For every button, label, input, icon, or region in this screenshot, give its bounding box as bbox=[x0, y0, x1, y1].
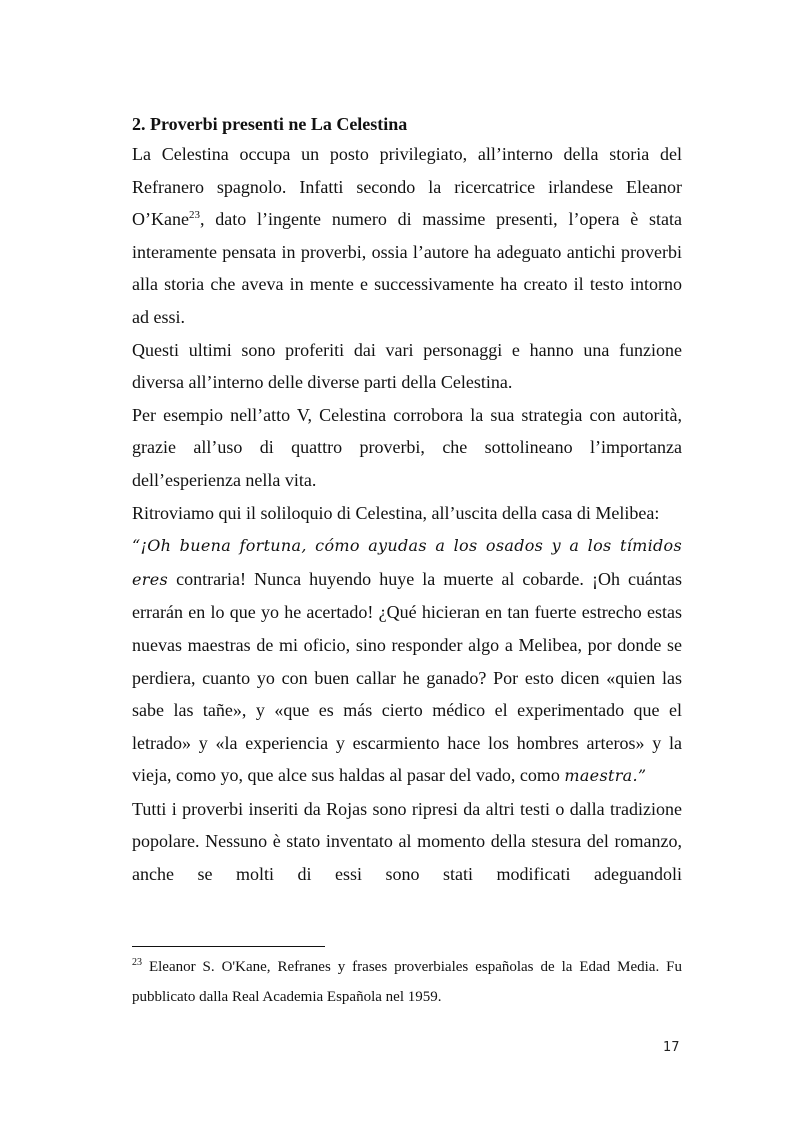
quotation-body: contraria! Nunca huyendo huye la muerte al cobarde. ¡Oh cuántas errarán en lo que yo he acertado! ¿Qué hicieran en tan fuerte estrecho estas nuevas maestras de mi oficio, sino responder algo a Melibea, por donde se perdiera, cuanto yo con buen callar he ganado? Por esto dicen «quien las sabe las tañe», y «que es más cierto médico el experimentado que el letrado» y «la experiencia y escarmiento hace los hombres arteros» y la vieja, como yo, que alce sus haldas al pasar del vado, como bbox=[132, 568, 683, 786]
paragraph-1-text-a: La Celestina occupa un posto privilegiato, all’interno della storia del Refranero spagnolo. Infatti secondo la ricercatrice irlandese Eleanor O’Kane bbox=[132, 144, 682, 230]
quotation-italic-opening: “¡Oh buena fortuna, cómo ayudas a los osados y a los tímidos eres bbox=[132, 536, 682, 589]
footnote-text: Eleanor S. O'Kane, Refranes y frases proverbiales españolas de la Edad Media. Fu pubblicato dalla Real Academia Española nel 1959. bbox=[132, 959, 682, 1005]
footnote-separator bbox=[132, 946, 325, 947]
paragraph-2: Questi ultimi sono proferiti dai vari personaggi e hanno una funzione diversa all’interno delle diverse parti della Celestina. bbox=[132, 339, 682, 393]
paragraph-1 bbox=[132, 138, 682, 334]
quotation-block bbox=[132, 529, 682, 793]
footnote-marker: 23 bbox=[132, 957, 142, 968]
footnote-reference: 23 bbox=[188, 209, 200, 222]
paragraph-4: Ritroviamo qui il soliloquio di Celestina, all’uscita della casa di Melibea: bbox=[132, 502, 660, 523]
quotation-italic-closing: maestra.” bbox=[564, 766, 647, 786]
paragraph-3: Per esempio nell’atto V, Celestina corrobora la sua strategia con autorità, grazie all’uso di quattro proverbi, che sottolineano l’importanza dell’esperienza nella vita. bbox=[132, 404, 682, 490]
section-heading: 2. Proverbi presenti ne La Celestina bbox=[132, 114, 408, 134]
footnote bbox=[132, 952, 682, 1012]
paragraph-1-text-b: , dato l’ingente numero di massime presenti, l’opera è stata interamente pensata in proverbi, ossia l’autore ha adeguato antichi proverbi alla storia che aveva in mente e successivamente ha creato il testo intorno ad essi. bbox=[132, 209, 682, 327]
paragraph-5: Tutti i proverbi inseriti da Rojas sono ripresi da altri testi o dalla tradizione popolare. Nessuno è stato inventato al momento della stesura del romanzo, anche se molti di essi sono stati modificati adeguandoli bbox=[132, 798, 682, 885]
page-number: 17 bbox=[663, 1040, 680, 1055]
page-body bbox=[132, 108, 682, 891]
